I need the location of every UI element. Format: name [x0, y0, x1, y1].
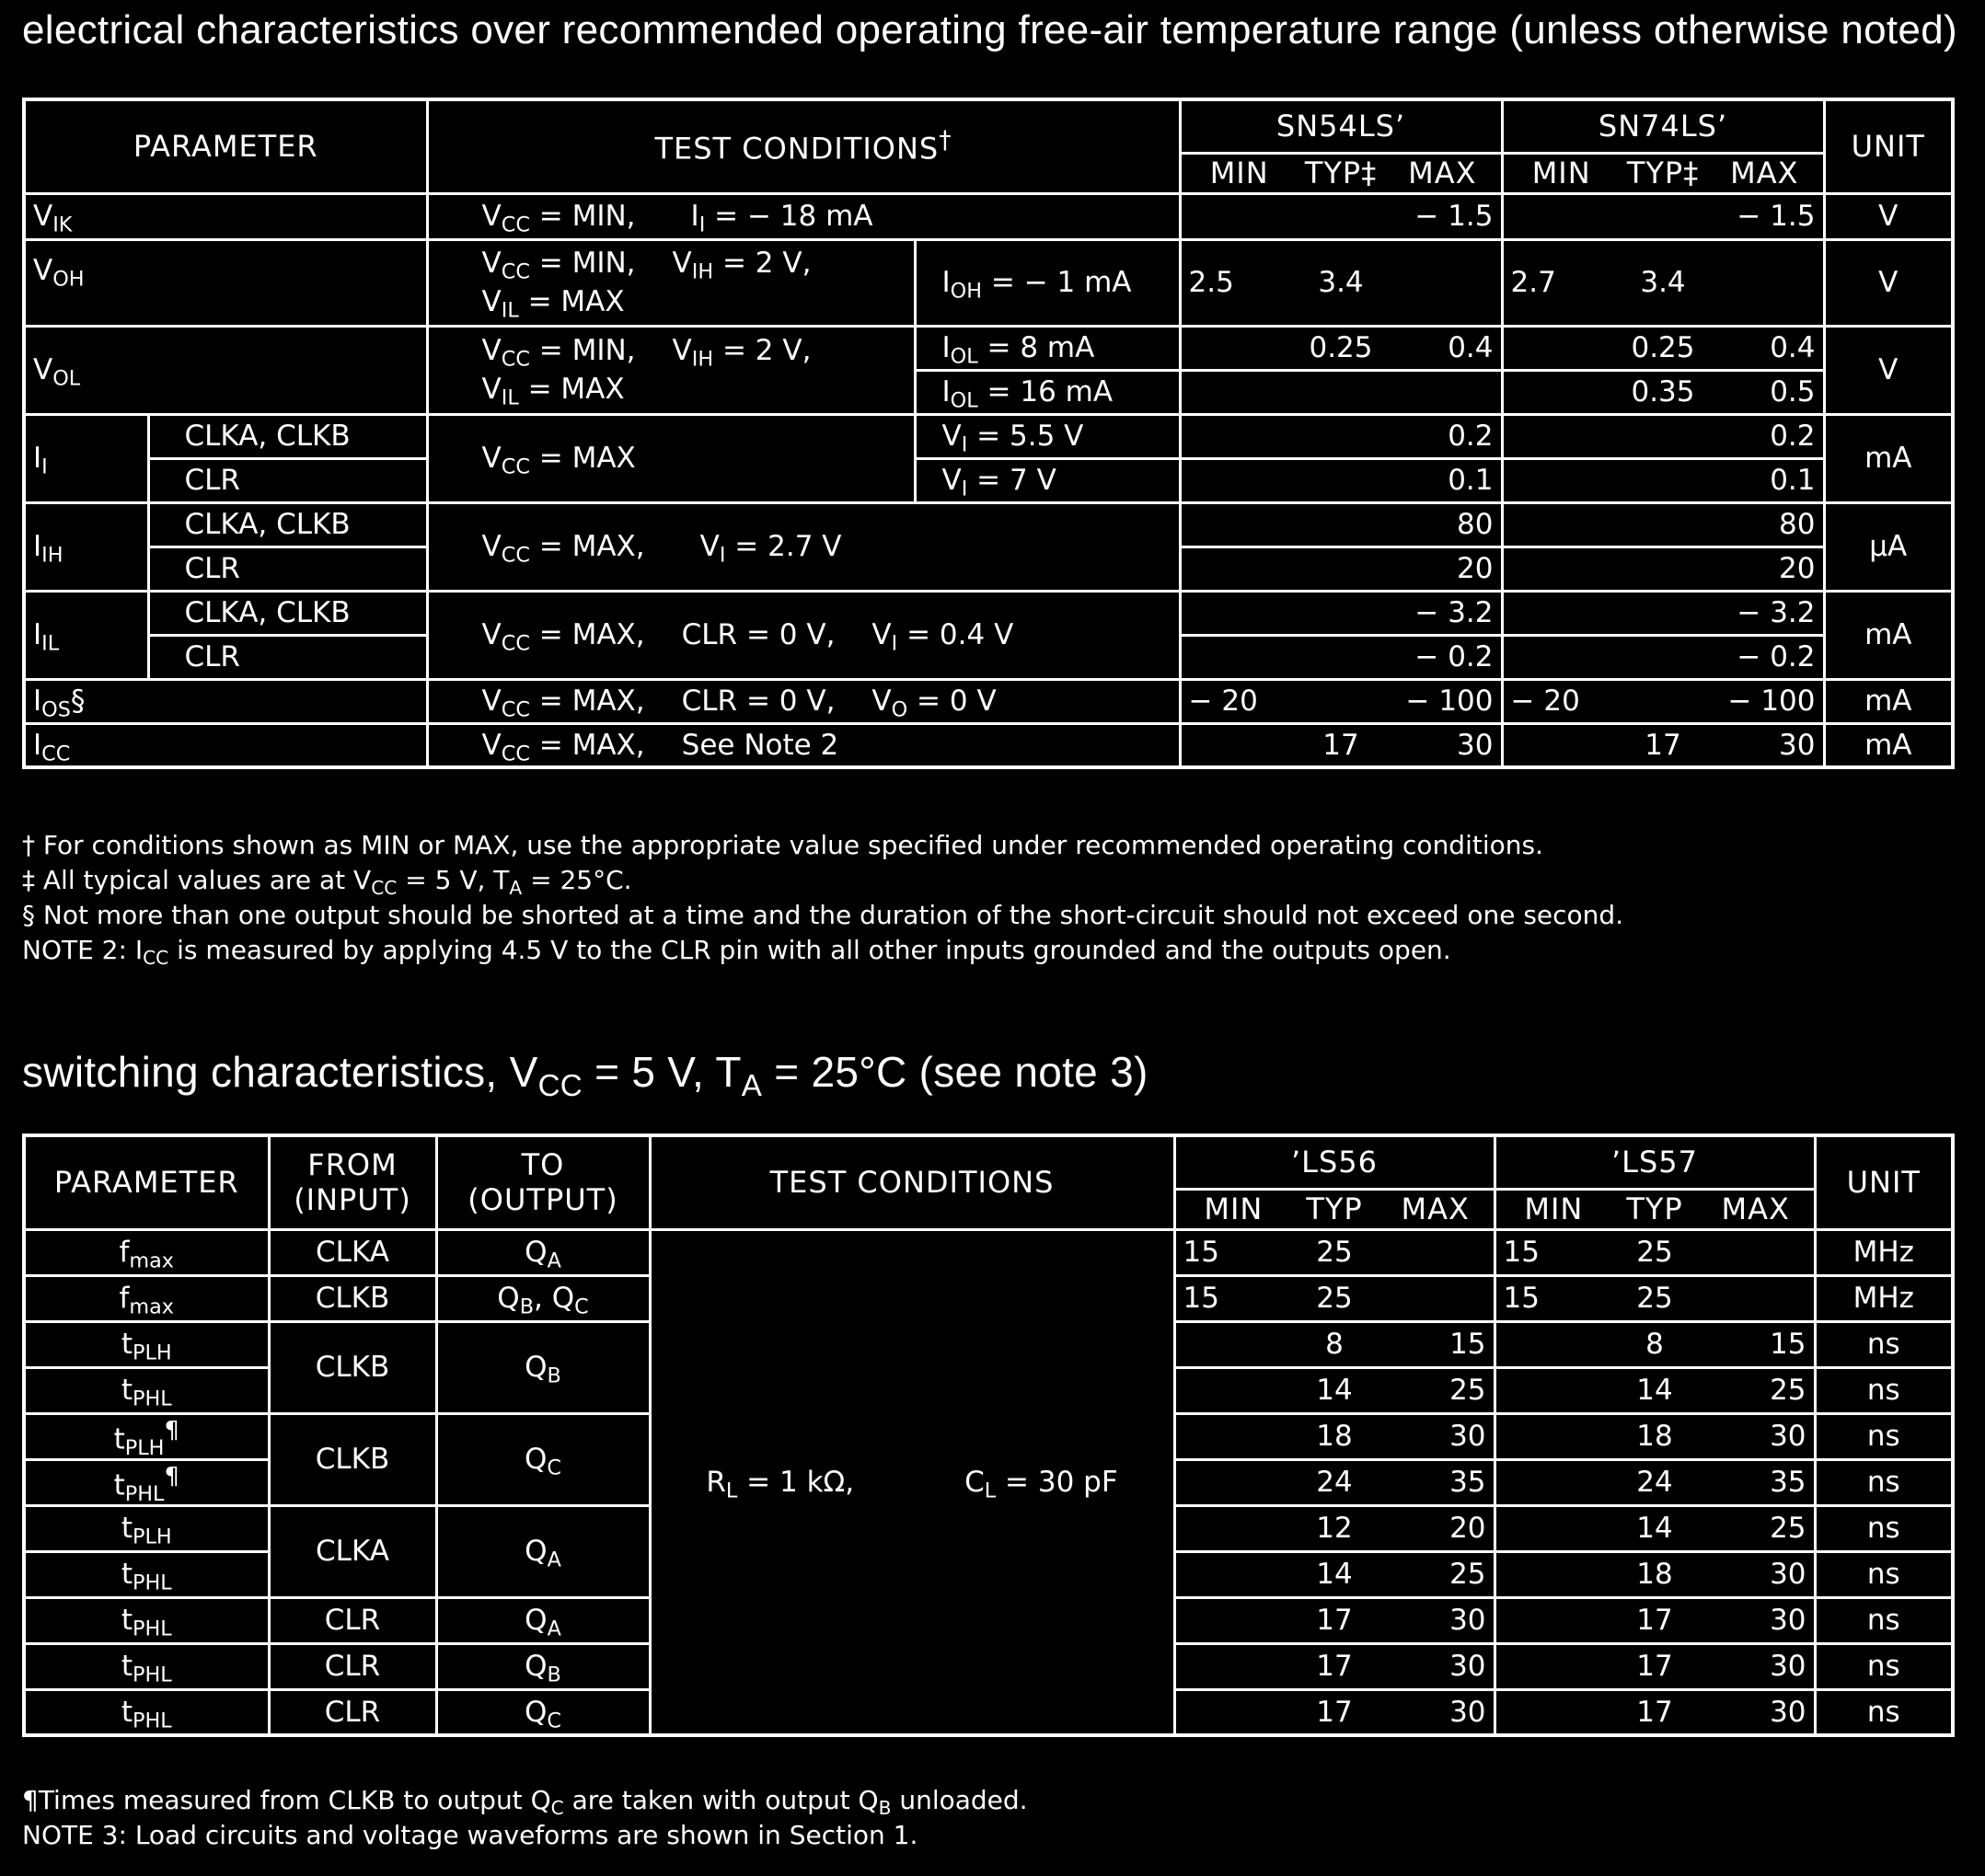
ls56-values: 8 15: [1174, 1321, 1495, 1367]
pin-iih-clk: CLKA, CLKB: [148, 502, 427, 547]
sw-to: $Q_B$: [436, 1321, 650, 1413]
sw-param: $t_{PHL}^\P$: [24, 1459, 269, 1505]
sw-param: $t_{PHL}$: [24, 1689, 269, 1735]
param-icc: $I_{CC}$: [24, 723, 427, 767]
electrical-characteristics-title: electrical characteristics over recommended operating free-air temperature range (unless otherwise noted): [22, 7, 1957, 52]
pin-ii-clk: CLKA, CLKB: [148, 414, 427, 458]
sn54-vol-2: [1180, 370, 1502, 414]
sw-from: CLKA: [269, 1229, 436, 1275]
sn74-vik: − 1.5: [1502, 193, 1824, 239]
electrical-footnotes: [22, 828, 1623, 968]
sw-from: CLKB: [269, 1321, 436, 1413]
sw-to: $Q_B$: [436, 1643, 650, 1689]
sw-unit: ns: [1815, 1551, 1953, 1597]
ls57-values: 24 35: [1495, 1459, 1815, 1505]
sw-unit: ns: [1815, 1321, 1953, 1367]
sn74-ii-1: 0.2: [1502, 414, 1824, 458]
sw-unit: ns: [1815, 1689, 1953, 1735]
sn74-icc: 17 30: [1502, 723, 1824, 767]
cond-voh: $V_{CC}$ = MIN, $V_{IH} = 2$ V, $V_{IL}$ = MAX: [427, 239, 915, 326]
sw-unit: ns: [1815, 1367, 1953, 1413]
ls56-values: 15 25: [1174, 1275, 1495, 1321]
cond-ios: $V_{CC}$ = MAX, CLR = 0 V, $V_O = 0$ V: [427, 679, 1180, 723]
table-row: [24, 458, 1953, 502]
note-2: NOTE 2: $I_{CC}$ is measured by applying 4.5 V to the CLR pin with all other inputs grounded and the outputs open.: [22, 935, 1451, 970]
cond-vik: $V_{CC}$ = MIN, $I_I$ = − 18 mA: [427, 193, 1180, 239]
unit-vik: V: [1824, 193, 1953, 239]
ls57-values: 17 30: [1495, 1597, 1815, 1643]
sw-to: $Q_C$: [436, 1413, 650, 1505]
sn74-iil-1: − 3.2: [1502, 591, 1824, 635]
switching-footnotes: [22, 1783, 1028, 1853]
switching-characteristics-title: switching characteristics, $V_{CC} = 5$ V, $T_A = 25^\circ C$ (see note 3): [22, 1048, 1148, 1103]
note-3: NOTE 3: Load circuits and voltage waveforms are shown in Section 1.: [22, 1820, 918, 1850]
table-row: [24, 193, 1953, 239]
sw-from-header: FROM (INPUT): [269, 1135, 436, 1229]
param-iil: $I_{IL}$: [24, 591, 148, 679]
header-row-1: [24, 99, 1953, 153]
parameter-header: PARAMETER: [24, 99, 427, 193]
sw-param: $t_{PHL}$: [24, 1643, 269, 1689]
unit-iih: µA: [1824, 502, 1953, 591]
sw-to: $Q_A$: [436, 1505, 650, 1597]
unit-iil: mA: [1824, 591, 1953, 679]
sn74-vol-1: 0.25 0.4: [1502, 326, 1824, 370]
sw-param: $f_{max}$: [24, 1275, 269, 1321]
sw-header-row-1: [24, 1135, 1953, 1189]
pin-ii-clr: CLR: [148, 458, 427, 502]
ls57-header: ’LS57: [1495, 1135, 1815, 1189]
ls57-subheader: MIN TYP MAX: [1495, 1189, 1815, 1229]
cond-ii-vi7: $V_I = 7$ V: [915, 458, 1180, 502]
unit-header: UNIT: [1824, 99, 1953, 193]
ls57-values: 14 25: [1495, 1505, 1815, 1551]
sn74-iil-2: − 0.2: [1502, 635, 1824, 679]
sw-test-conditions: $R_L = 1$ kΩ, $C_L = 30$ pF: [650, 1229, 1174, 1735]
switching-characteristics-table: [22, 1134, 1955, 1737]
ls56-values: 18 30: [1174, 1413, 1495, 1459]
pin-iil-clk: CLKA, CLKB: [148, 591, 427, 635]
sn54-iil-1: − 3.2: [1180, 591, 1502, 635]
cond-iih: $V_{CC}$ = MAX, $V_I = 2.7$ V: [427, 502, 1180, 591]
ls56-header: ’LS56: [1174, 1135, 1495, 1189]
sw-unit: ns: [1815, 1413, 1953, 1459]
table-row: [24, 1229, 1953, 1275]
ls56-subheader: MIN TYP MAX: [1174, 1189, 1495, 1229]
footnote-section: § Not more than one output should be shorted at a time and the duration of the short-circuit should not exceed one second.: [22, 900, 1624, 930]
param-vol: $V_{OL}$: [24, 326, 427, 414]
sn74-iih-1: 80: [1502, 502, 1824, 547]
sw-param: $t_{PLH}^\P$: [24, 1413, 269, 1459]
sn54-ios: − 20 − 100: [1180, 679, 1502, 723]
sn54-ii-2: 0.1: [1180, 458, 1502, 502]
ls57-values: 15 25: [1495, 1229, 1815, 1275]
sn54-voh: 2.5 3.4: [1180, 239, 1502, 326]
sw-param: $f_{max}$: [24, 1229, 269, 1275]
pin-iih-clr: CLR: [148, 547, 427, 591]
ls56-values: 17 30: [1174, 1689, 1495, 1735]
ls56-values: 14 25: [1174, 1367, 1495, 1413]
sw-to: $Q_A$: [436, 1597, 650, 1643]
unit-ios: mA: [1824, 679, 1953, 723]
ls57-values: 17 30: [1495, 1689, 1815, 1735]
unit-icc: mA: [1824, 723, 1953, 767]
sn54-ii-1: 0.2: [1180, 414, 1502, 458]
cond-vol: $V_{CC}$ = MIN, $V_{IH} = 2$ V, $V_{IL}$ = MAX: [427, 326, 915, 414]
footnote-double-dagger: ‡ All typical values are at $V_{CC} = 5$ V, $T_A = 25^\circ C$.: [22, 865, 632, 900]
sn54-icc: 17 30: [1180, 723, 1502, 767]
ls57-values: 14 25: [1495, 1367, 1815, 1413]
table-row: [24, 326, 1953, 370]
sw-param: $t_{PHL}$: [24, 1367, 269, 1413]
sn54ls-subheader: MIN TYP‡ MAX: [1180, 153, 1502, 193]
sn54-vik: − 1.5: [1180, 193, 1502, 239]
cond-voh-ioh: $I_{OH}$ = − 1 mA: [915, 239, 1180, 326]
cond-vol-iol8: $I_{OL} = 8$ mA: [915, 326, 1180, 370]
ls57-values: 18 30: [1495, 1551, 1815, 1597]
ls56-values: 14 25: [1174, 1551, 1495, 1597]
cond-icc: $V_{CC}$ = MAX, See Note 2: [427, 723, 1180, 767]
ls57-values: 15 25: [1495, 1275, 1815, 1321]
cond-ii: $V_{CC}$ = MAX: [427, 414, 915, 502]
sn74ls-header: SN74LS’: [1502, 99, 1824, 153]
param-vik: $V_{IK}$: [24, 193, 427, 239]
ls57-values: 17 30: [1495, 1643, 1815, 1689]
sw-unit: MHz: [1815, 1229, 1953, 1275]
sn74-ii-2: 0.1: [1502, 458, 1824, 502]
table-row: [24, 679, 1953, 723]
pin-iil-clr: CLR: [148, 635, 427, 679]
cond-vol-iol16: $I_{OL} = 16$ mA: [915, 370, 1180, 414]
footnote-dagger: † For conditions shown as MIN or MAX, use the appropriate value specified under recommended operating conditions.: [22, 830, 1543, 860]
sw-to-header: TO (OUTPUT): [436, 1135, 650, 1229]
table-row: [24, 414, 1953, 458]
sn54-iil-2: − 0.2: [1180, 635, 1502, 679]
cond-ii-vi55: $V_I = 5.5$ V: [915, 414, 1180, 458]
sw-unit: ns: [1815, 1459, 1953, 1505]
sw-to: $Q_B$, $Q_C$: [436, 1275, 650, 1321]
test-conditions-header: TEST CONDITIONS†: [427, 99, 1180, 193]
sn54ls-header: SN54LS’: [1180, 99, 1502, 153]
sn54-iih-1: 80: [1180, 502, 1502, 547]
sw-unit: MHz: [1815, 1275, 1953, 1321]
sw-unit: ns: [1815, 1643, 1953, 1689]
ls56-values: 12 20: [1174, 1505, 1495, 1551]
sw-from: CLR: [269, 1689, 436, 1735]
sn74-vol-2: 0.35 0.5: [1502, 370, 1824, 414]
sw-param: $t_{PLH}$: [24, 1505, 269, 1551]
cond-iil: $V_{CC}$ = MAX, CLR = 0 V, $V_I = 0.4$ V: [427, 591, 1180, 679]
param-voh: $V_{OH}$: [24, 239, 427, 326]
unit-voh: V: [1824, 239, 1953, 326]
table-row: [24, 502, 1953, 547]
sw-test-conditions-header: TEST CONDITIONS: [650, 1135, 1174, 1229]
ls56-values: 17 30: [1174, 1643, 1495, 1689]
sn54-iih-2: 20: [1180, 547, 1502, 591]
electrical-characteristics-table: [22, 98, 1955, 769]
param-ii: $I_I$: [24, 414, 148, 502]
sw-unit: ns: [1815, 1505, 1953, 1551]
ls56-values: 15 25: [1174, 1229, 1495, 1275]
sw-unit: ns: [1815, 1597, 1953, 1643]
sn74ls-subheader: MIN TYP‡ MAX: [1502, 153, 1824, 193]
sw-unit-header: UNIT: [1815, 1135, 1953, 1229]
sw-to: $Q_C$: [436, 1689, 650, 1735]
sw-from: CLKB: [269, 1413, 436, 1505]
sw-from: CLKB: [269, 1275, 436, 1321]
unit-ii: mA: [1824, 414, 1953, 502]
sw-param: $t_{PLH}$: [24, 1321, 269, 1367]
sw-from: CLKA: [269, 1505, 436, 1597]
table-row: [24, 239, 1953, 326]
table-row: [24, 723, 1953, 767]
unit-vol: V: [1824, 326, 1953, 414]
ls57-values: 8 15: [1495, 1321, 1815, 1367]
sn74-voh: 2.7 3.4: [1502, 239, 1824, 326]
ls56-values: 24 35: [1174, 1459, 1495, 1505]
sw-from: CLR: [269, 1643, 436, 1689]
ls56-values: 17 30: [1174, 1597, 1495, 1643]
sw-from: CLR: [269, 1597, 436, 1643]
sw-parameter-header: PARAMETER: [24, 1135, 269, 1229]
ls57-values: 18 30: [1495, 1413, 1815, 1459]
footnote-pilcrow: ¶Times measured from CLKB to output $Q_C$ are taken with output $Q_B$ unloaded.: [22, 1785, 1028, 1820]
sw-param: $t_{PHL}$: [24, 1551, 269, 1597]
sw-param: $t_{PHL}$: [24, 1597, 269, 1643]
sw-to: $Q_A$: [436, 1229, 650, 1275]
sn54-vol-1: 0.25 0.4: [1180, 326, 1502, 370]
sn74-ios: − 20 − 100: [1502, 679, 1824, 723]
table-row: [24, 591, 1953, 635]
sn74-iih-2: 20: [1502, 547, 1824, 591]
param-ios: $I_{OS}\S$: [24, 679, 427, 723]
param-iih: $I_{IH}$: [24, 502, 148, 591]
